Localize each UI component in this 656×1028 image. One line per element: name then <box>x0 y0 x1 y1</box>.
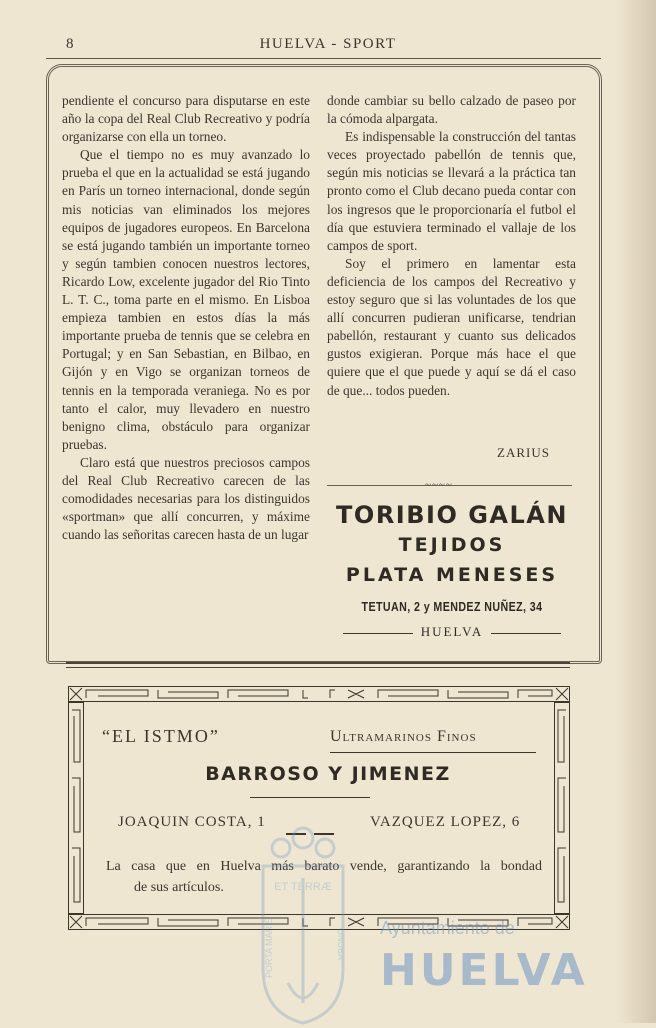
shop-category-rule <box>330 752 536 753</box>
watermark-motto: ET TERRÆ <box>274 881 332 893</box>
shop-category: Ultramarinos Finos <box>330 728 477 745</box>
watermark-small-text: Ayuntamiento de <box>380 918 515 938</box>
shop-name: “EL ISTMO” <box>102 726 220 746</box>
article-paragraph: donde cambiar su bello calzado de paseo por la cómoda alpargata. <box>327 93 576 127</box>
company-name: BARROSO Y JIMENEZ <box>205 763 451 785</box>
article-paragraph: Es indispensable la construcción del tantas veces proyectado pabellón de tennis que, según mis noticias se llevará a la práctica tan pronto como el Club decano pueda contar con los ingresos que le proporcionaría el futbol el día que estuviera terminado el vallaje de los campos de sport. <box>327 129 576 253</box>
company-name-rule <box>250 797 370 798</box>
ad-line-plata: PLATA MENESES <box>345 564 559 586</box>
watermark-shield-icon <box>248 818 358 1028</box>
article-paragraph: Claro está que nuestros preciosos campos del Real Club Recreativo carecen de las comodidades necesarias para los distinguidos «sportman» que allí concurren, y máxime cuando las señoritas carecen hasta de un lugar <box>62 454 310 543</box>
greek-key-border-top <box>68 686 570 702</box>
article-paragraph: Soy el primero en lamentar esta deficiencia de los campos del Recreativo y estoy seguro que si las voluntades de los que allí concurren pudieran unificarse, tendrian pabellón, restaurant y cuanto sus delicados gustos exigieran. Porque más hace el que quiere que el que puede y aquí se dá el caso de que... todos pueden. <box>327 255 576 398</box>
separator-ornament: ~~~~ <box>425 479 453 491</box>
address-right: VAZQUEZ LOPEZ, 6 <box>370 814 521 830</box>
header-rule <box>46 58 601 59</box>
toribio-galan-ad <box>327 500 577 640</box>
ad-city <box>327 624 577 640</box>
slogan-line-1: La casa que en Huelva más barato vende, garantizando la bondad <box>106 859 542 874</box>
article-left-column <box>62 92 310 544</box>
greek-key-border-left <box>68 702 84 914</box>
slogan-line-2: de sus artículos. <box>134 880 224 895</box>
article-paragraph: Que el tiempo no es muy avanzado lo prueba el que en la actualidad se está jugando en París un torneo internacional, donde según mis noticias van eliminados los mejores equipos de jugadores europeos. En Barcelona se está jugando también un importante torneo y según tambien conocen nuestros lectores, Ricardo Low, excelente jugador del Rio Tinto L. T. C., toma parte en el mismo. En Lisboa empieza tambien en estos días la más importante prueba de tennis que se celebra en Portugal; y en San Sebastian, en Bilbao, en Gijón y en Vigo se organizan torneos de tennis en la temporada veraniega. No es por tanto el calor, muy llevadero en nuestro benigno clima, obstáculo para organizar pruebas. <box>62 147 310 452</box>
address-left: JOAQUIN COSTA, 1 <box>118 814 266 830</box>
watermark-side-left: PORTA MARIS <box>264 917 274 978</box>
article-signature: ZARIUS <box>497 445 550 460</box>
section-rule-thick <box>66 662 570 664</box>
running-title: HUELVA - SPORT <box>259 36 397 52</box>
page-number: 8 <box>66 36 74 52</box>
watermark-city-text: HUELVA <box>380 945 588 996</box>
watermark-side-right: ONUBA <box>336 928 346 961</box>
ad-city-label: HUELVA <box>420 624 484 639</box>
ad-merchant-name: TORIBIO GALÁN <box>336 501 568 529</box>
ad-line-tejidos: TEJIDOS <box>398 534 506 556</box>
ad-address: TETUAN, 2 y MENDEZ NUÑEZ, 34 <box>361 599 543 614</box>
page-edge-shadow <box>616 0 656 1023</box>
article-paragraph: pendiente el concurso para disputarse en este año la copa del Real Club Recreativo y podría organizarse con ella un torneo. <box>62 93 310 145</box>
greek-key-border-right <box>554 702 570 914</box>
article-right-column <box>327 92 576 400</box>
section-rule-thin <box>66 667 570 668</box>
